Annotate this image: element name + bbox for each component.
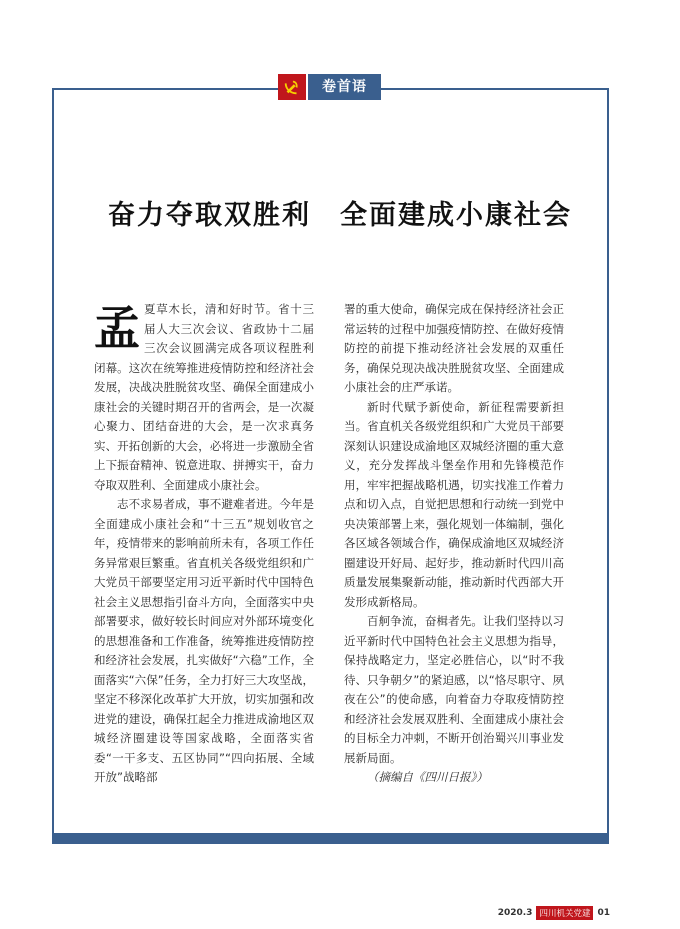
right-column [344, 300, 564, 788]
paragraph-2: 志不求易者成，事不避难者进。今年是全面建成小康社会和“十三五”规划收官之年，疫情带来的影响前所未有，各项工作任务异常艰巨繁重。省直机关各级党组织和广大党员干部要坚定用习近平新时代中国特色社会主义思想指引奋斗方向，全面落实中央部署要求，做好较长时间应对外部环境变化的思想准备和工作准备，统筹推进疫情防控和经济社会发展，扎实做好“六稳”工作，全面落实“六保”任务，全力打好三大攻坚战，坚定不移深化改革扩大开放，切实加强和改进党的建设，确保扛起全力推进成渝地区双城经济圈建设等国家战略，全面落实省委“一干多支、五区协同”“四向拓展、全域开放”战略部 [94, 497, 314, 784]
paragraph-4: 新时代赋予新使命，新征程需要新担当。省直机关各级党组织和广大党员干部要深刻认识建设成渝地区双城经济圈的重大意义，充分发挥战斗堡垒作用和先锋模范作用，牢牢把握战略机遇，切实找准工作着力点和切入点，自觉把思想和行动统一到党中央决策部署上来，强化规划一体编制，强化各区域各领域合作，确保成渝地区双城经济圈建设开好局、起好步，推动新时代四川高质量发展集聚新动能，推动新时代西部大开发形成新格局。 [344, 399, 564, 609]
bottom-bar [52, 833, 609, 844]
paragraph-5: 百舸争流，奋楫者先。让我们坚持以习近平新时代中国特色社会主义思想为指导，保持战略定力，坚定必胜信心，以“时不我待、只争朝夕”的紧迫感，以“恪尽职守、夙夜在公”的使命感，向着奋力夺取疫情防控和经济社会发展双胜利、全面建成小康社会的目标全力冲刺，不断开创治蜀兴川事业发展新局面。 [344, 614, 564, 765]
paragraph-1: 孟夏草木长，清和好时节。省十三届人大三次会议、省政协十二届三次会议圆满完成各项议程胜利闭幕。这次在统筹推进疫情防控和经济社会发展，决战决胜脱贫攻坚、确保全面建成小康社会的关键时期召开的省两会，是一次凝心聚力、团结奋进的大会，是一次求真务实、开拓创新的大会，必将进一步激励全省上下振奋精神、锐意进取、拼搏实干，奋力夺取双胜利、全面建成小康社会。 [94, 301, 314, 492]
section-badge [278, 74, 381, 100]
magazine-name: 四川机关党建 [536, 906, 593, 920]
article-title: 奋力夺取双胜利 全面建成小康社会 [108, 200, 572, 231]
source-note: （摘编自《四川日报》） [367, 770, 488, 784]
issue-number: 2020.3 [497, 908, 533, 918]
paragraph-3: 署的重大使命，确保完成在保持经济社会正常运转的过程中加强疫情防控、在做好疫情防控的前提下推动经济社会发展的双重任务，确保兑现决战决胜脱贫攻坚、全面建成小康社会的庄严承诺。 [344, 302, 564, 394]
section-label: 卷首语 [308, 74, 381, 100]
page-number: 01 [597, 908, 610, 918]
party-emblem-icon [278, 74, 306, 100]
dropcap: 孟 [94, 301, 140, 355]
left-column [94, 300, 314, 788]
page-footer [498, 906, 610, 920]
